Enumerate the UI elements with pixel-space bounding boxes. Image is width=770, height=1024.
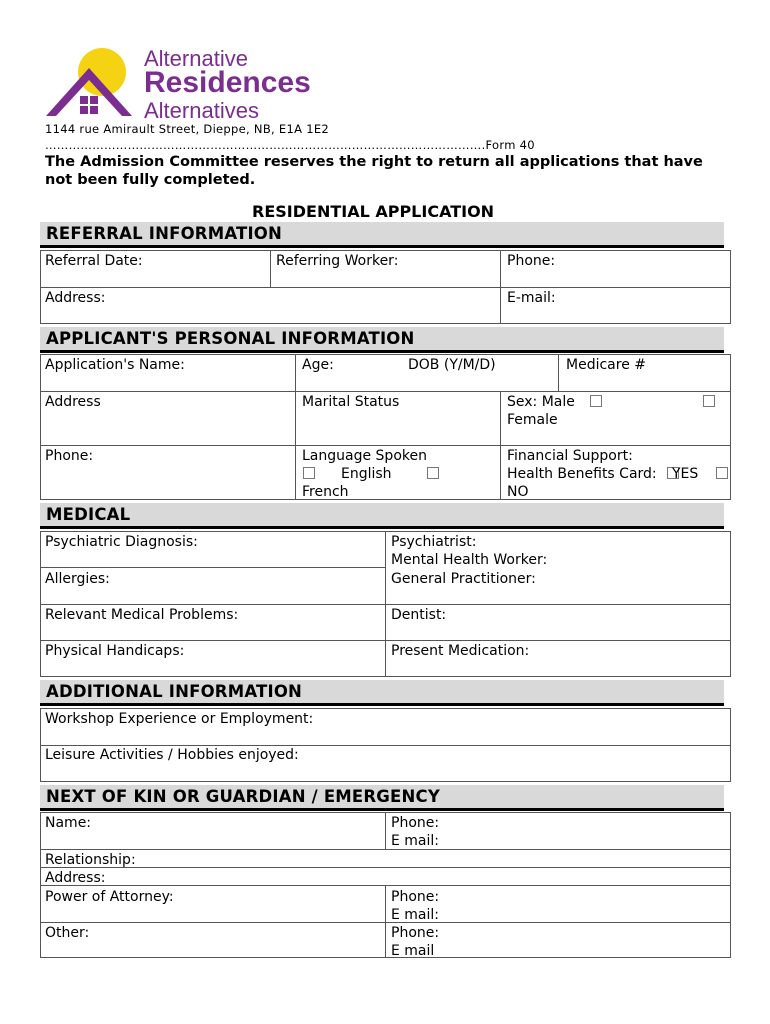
sex-male-label: Sex: Male — [507, 394, 575, 410]
yes-label: YES — [672, 466, 699, 482]
power-of-attorney-field[interactable]: Power of Attorney: — [45, 889, 174, 905]
referring-worker-field[interactable]: Referring Worker: — [276, 253, 399, 269]
section-referral — [40, 222, 724, 248]
psychiatrist-field[interactable]: Psychiatrist: — [391, 534, 477, 550]
referral-email-field[interactable]: E-mail: — [507, 290, 556, 306]
admission-notice: The Admission Committee reserves the right to return all applications that have not been fully completed. — [45, 154, 703, 188]
section-medical — [40, 503, 724, 529]
section-title: ADDITIONAL INFORMATION — [46, 682, 303, 701]
section-title: REFERRAL INFORMATION — [46, 224, 283, 243]
no-checkbox[interactable] — [716, 467, 728, 479]
applicant-name-field[interactable]: Application's Name: — [45, 357, 185, 373]
address-line: 1144 rue Amirault Street, Dieppe, NB, E1A 1E2 — [45, 122, 330, 136]
allergies-field[interactable]: Allergies: — [45, 571, 110, 587]
applicant-address-field[interactable]: Address — [45, 394, 101, 410]
french-checkbox[interactable] — [427, 467, 439, 479]
form-number: ………………………………………………………………………………………………….Form 40 — [45, 138, 535, 152]
french-label: French — [302, 484, 349, 500]
sex-female-label: Female — [507, 412, 558, 428]
age-field[interactable]: Age: — [302, 357, 334, 373]
logo — [42, 44, 332, 126]
language-label: Language Spoken — [302, 448, 427, 464]
marital-status-field[interactable]: Marital Status — [302, 394, 400, 410]
kin-phone-field[interactable]: Phone: — [391, 815, 440, 831]
poa-email-field[interactable]: E mail: — [391, 907, 440, 923]
logo-line3: Alternatives — [144, 98, 259, 123]
workshop-field[interactable]: Workshop Experience or Employment: — [45, 711, 314, 727]
general-practitioner-field[interactable]: General Practitioner: — [391, 571, 536, 587]
medical-problems-field[interactable]: Relevant Medical Problems: — [45, 607, 239, 623]
referral-address-field[interactable]: Address: — [45, 290, 106, 306]
relationship-field[interactable]: Relationship: — [45, 852, 136, 868]
page-title: RESIDENTIAL APPLICATION — [252, 202, 495, 221]
section-kin — [40, 785, 724, 811]
financial-support-label: Financial Support: — [507, 448, 633, 464]
dentist-field[interactable]: Dentist: — [391, 607, 447, 623]
male-checkbox[interactable] — [590, 395, 602, 407]
leisure-field[interactable]: Leisure Activities / Hobbies enjoyed: — [45, 747, 299, 763]
poa-phone-field[interactable]: Phone: — [391, 889, 440, 905]
psychiatric-diagnosis-field[interactable]: Psychiatric Diagnosis: — [45, 534, 198, 550]
kin-address-field[interactable]: Address: — [45, 870, 106, 886]
medicare-field[interactable]: Medicare # — [566, 357, 646, 373]
logo-line1: Alternative — [144, 46, 248, 71]
physical-handicaps-field[interactable]: Physical Handicaps: — [45, 643, 185, 659]
health-card-label: Health Benefits Card: — [507, 466, 657, 482]
no-label: NO — [507, 484, 529, 500]
english-label: English — [341, 466, 392, 482]
referral-phone-field[interactable]: Phone: — [507, 253, 556, 269]
mental-health-worker-field[interactable]: Mental Health Worker: — [391, 552, 548, 568]
other-phone-field[interactable]: Phone: — [391, 925, 440, 941]
section-title: NEXT OF KIN OR GUARDIAN / EMERGENCY — [46, 787, 440, 806]
referral-date-field[interactable]: Referral Date: — [45, 253, 143, 269]
kin-name-field[interactable]: Name: — [45, 815, 92, 831]
section-additional — [40, 680, 724, 706]
section-title: MEDICAL — [46, 505, 131, 524]
female-checkbox[interactable] — [703, 395, 715, 407]
logo-house-icon — [42, 44, 142, 124]
section-applicant — [40, 327, 724, 353]
english-checkbox[interactable] — [303, 467, 315, 479]
kin-email-field[interactable]: E mail: — [391, 833, 440, 849]
logo-line2: Residences — [144, 66, 311, 99]
other-email-field[interactable]: E mail — [391, 943, 435, 959]
present-medication-field[interactable]: Present Medication: — [391, 643, 530, 659]
other-field[interactable]: Other: — [45, 925, 90, 941]
section-title: APPLICANT'S PERSONAL INFORMATION — [46, 329, 415, 348]
applicant-phone-field[interactable]: Phone: — [45, 448, 94, 464]
dob-field[interactable]: DOB (Y/M/D) — [408, 357, 496, 373]
